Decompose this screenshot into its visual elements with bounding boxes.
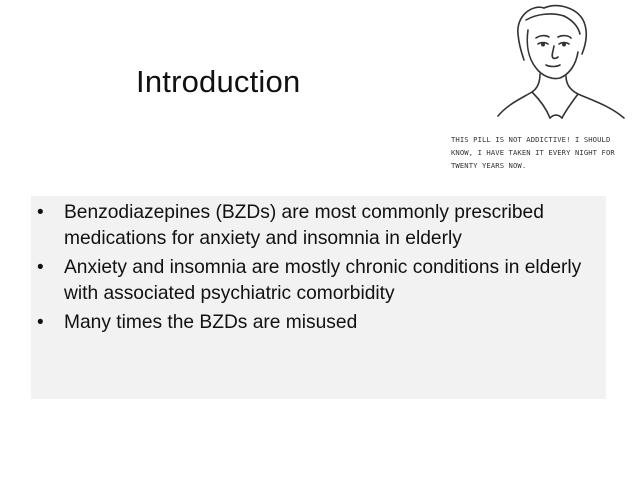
bullet-text: Benzodiazepines (BZDs) are most commonly prescribed medications for anxiety and insomnia in elderly: [64, 202, 544, 249]
bullet-dot-icon: •: [37, 202, 44, 223]
bullet-text: Anxiety and insomnia are mostly chronic conditions in elderly with associated psychiatric comorbidity: [64, 257, 582, 304]
bullet-dot-icon: •: [37, 312, 44, 333]
bullet-text: Many times the BZDs are misused: [64, 312, 358, 333]
bullet-item: [31, 310, 606, 336]
cartoon-caption: THIS PILL IS NOT ADDICTIVE! I SHOULD KNOW, I HAVE TAKEN IT EVERY NIGHT FOR TWENTY YEARS NOW.: [451, 135, 615, 170]
bullet-list: [31, 200, 606, 339]
bullet-content-box: [31, 196, 606, 399]
bullet-item: [31, 255, 606, 307]
slide-title: Introduction: [136, 64, 301, 99]
woman-portrait-icon: [492, 0, 638, 124]
bullet-item: [31, 200, 606, 252]
bullet-dot-icon: •: [37, 257, 44, 278]
